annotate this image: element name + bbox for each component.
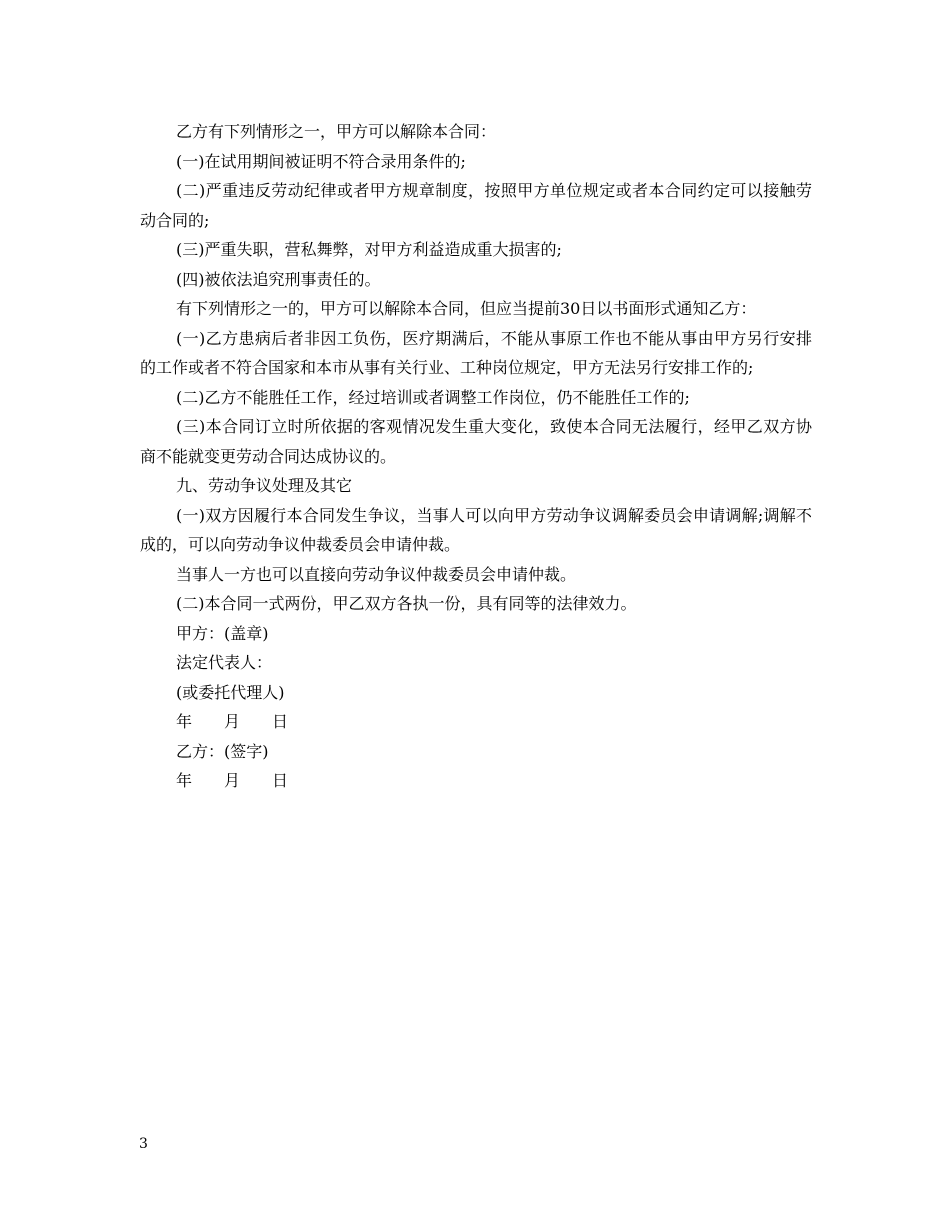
paragraph-dispute-mediation: (一)双方因履行本合同发生争议，当事人可以向甲方劳动争议调解委员会申请调解;调解不成的，可以向劳动争议仲裁委员会申请仲裁。	[140, 505, 812, 554]
paragraph-notice-termination-intro: 有下列情形之一的，甲方可以解除本合同，但应当提前30日以书面形式通知乙方：	[176, 299, 757, 318]
paragraph-circumstance-change-clause: (三)本合同订立时所依据的客观情况发生重大变化，致使本合同无法履行，经甲乙双方协商不能就变更劳动合同达成协议的。	[140, 417, 812, 466]
party-b-date-line: 年 月 日	[176, 771, 289, 790]
signature-block	[140, 619, 812, 796]
paragraph-criminal-clause: (四)被依法追究刑事责任的。	[176, 269, 381, 289]
party-b-signature-line: 乙方：(签字)	[176, 741, 269, 761]
section-heading-disputes: 九、劳动争议处理及其它	[176, 476, 353, 495]
paragraph-negligence-clause: (三)严重失职，营私舞弊，对甲方利益造成重大损害的;	[176, 240, 562, 259]
page-number: 3	[139, 1136, 148, 1152]
paragraph-illness-clause: (一)乙方患病后者非因工负伤，医疗期满后，不能从事原工作也不能从事由甲方另行安排的工作或者不符合国家和本市从事有关行业、工种岗位规定，甲方无法另行安排工作的;	[140, 328, 812, 377]
party-a-seal-line: 甲方：(盖章)	[176, 623, 269, 643]
legal-representative-line: 法定代表人：	[176, 653, 273, 672]
authorized-agent-line: (或委托代理人)	[176, 682, 285, 702]
paragraph-probation-clause: (一)在试用期间被证明不符合录用条件的;	[176, 151, 466, 171]
paragraph-termination-by-a-intro: 乙方有下列情形之一，甲方可以解除本合同：	[176, 122, 497, 141]
contract-body	[140, 117, 812, 796]
paragraph-incompetence-clause: (二)乙方不能胜任工作，经过培训或者调整工作岗位，仍不能胜任工作的;	[176, 387, 690, 407]
paragraph-copies-clause: (二)本合同一式两份，甲乙双方各执一份，具有同等的法律效力。	[176, 594, 637, 613]
party-a-date-line: 年 月 日	[176, 712, 289, 731]
paragraph-direct-arbitration: 当事人一方也可以直接向劳动争议仲裁委员会申请仲裁。	[176, 564, 577, 584]
paragraph-discipline-clause: (二)严重违反劳动纪律或者甲方规章制度，按照甲方单位规定或者本合同约定可以接触劳动合同的;	[140, 181, 812, 230]
